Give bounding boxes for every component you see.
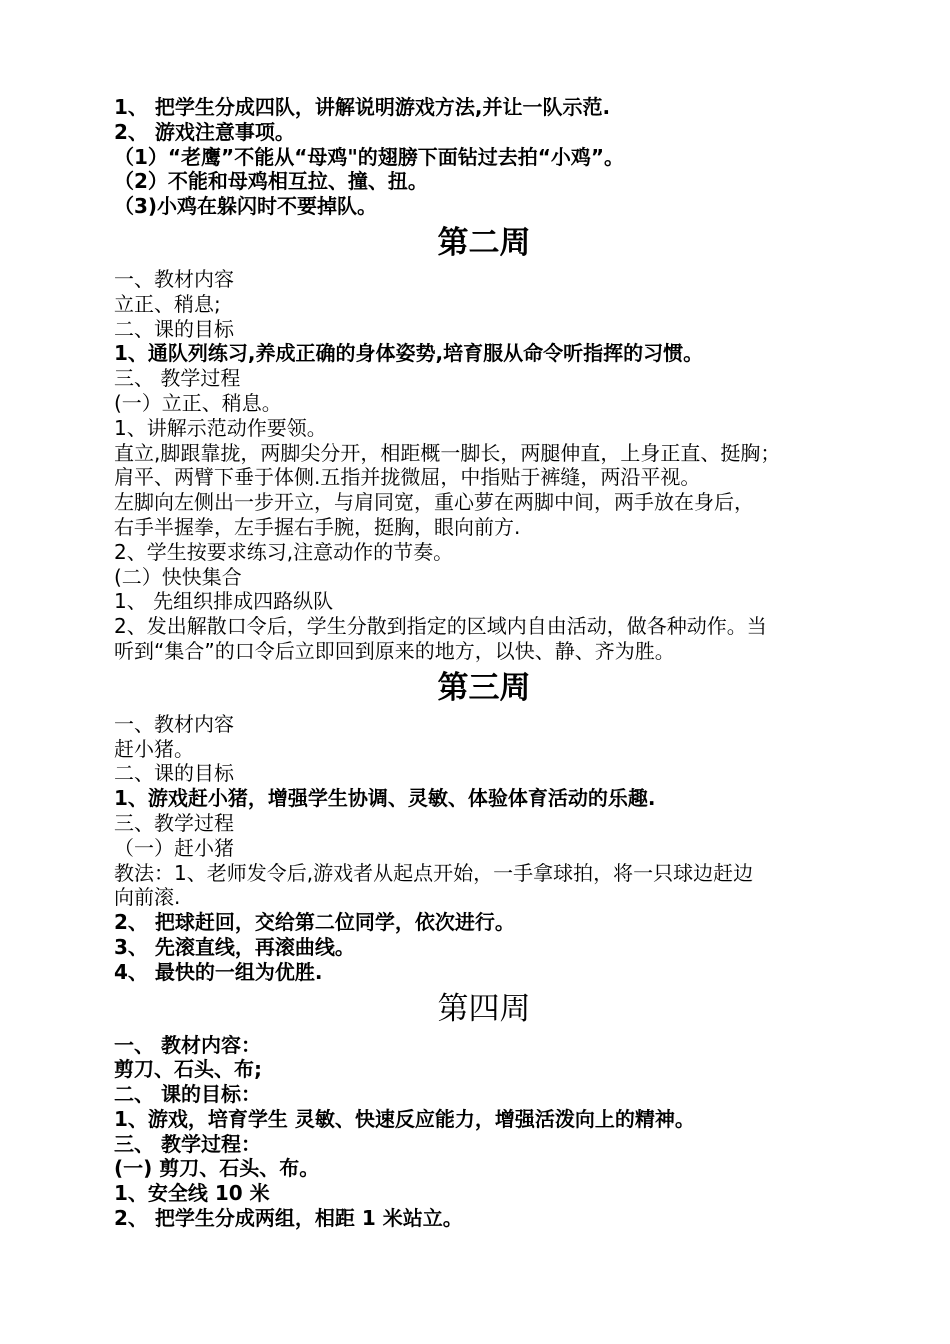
week2-section (114, 219, 854, 664)
week2-line-7: 1、讲解示范动作要领。 (114, 415, 327, 440)
week3-line-7: 教法：1、老师发令后,游戏者从起点开始，一手拿球拍，将一只球边赶边 (114, 860, 754, 885)
week2-line-1: 一、教材内容 (114, 266, 234, 291)
week3-line-5: 三、教学过程 (114, 810, 234, 835)
week3-section (114, 664, 854, 985)
week2-line-4: 1、通队列练习,养成正确的身体姿势,培育服从命令听指挥的习惯。 (114, 341, 704, 366)
intro-section (114, 95, 854, 219)
week4-heading: 第四周 (437, 990, 531, 1027)
week3-line-6: （一）赶小猪 (114, 835, 234, 860)
week4-section (114, 985, 854, 1231)
week2-line-6: (一）立正、稍息。 (114, 390, 282, 415)
week3-line-8: 向前滚. (114, 885, 181, 910)
week2-line-13: (二）快快集合 (114, 564, 242, 589)
week2-line-12: 2、学生按要求练习,注意动作的节奏。 (114, 539, 454, 564)
intro-line-5: （3)小鸡在躲闪时不要掉队。 (114, 194, 378, 219)
week3-line-2: 赶小猪。 (114, 736, 194, 761)
week2-line-3: 二、课的目标 (114, 316, 234, 341)
week2-line-16: 听到“集合”的口令后立即回到原来的地方，以快、静、齐为胜。 (114, 638, 675, 663)
week4-line-3: 二、 课的目标： (114, 1082, 261, 1107)
week4-line-7: 1、安全线 10 米 (114, 1181, 270, 1206)
week3-heading: 第三周 (437, 669, 531, 706)
week4-line-4: 1、游戏，培育学生 灵敏、快速反应能力，增强活泼向上的精神。 (114, 1106, 695, 1131)
week3-line-10: 3、 先滚直线，再滚曲线。 (114, 934, 355, 959)
week4-line-6: (一) 剪刀、石头、布。 (114, 1156, 320, 1181)
week2-line-2: 立正、稍息; (114, 291, 221, 316)
week3-line-3: 二、课的目标 (114, 761, 234, 786)
intro-line-1: 1、 把学生分成四队，讲解说明游戏方法,并让一队示范. (114, 95, 611, 119)
document-page (114, 95, 854, 1231)
week2-line-5: 三、 教学过程 (114, 366, 241, 391)
week2-line-14: 1、 先组织排成四路纵队 (114, 589, 334, 614)
week2-line-11: 右手半握拳，左手握右手腕，挺胸，眼向前方. (114, 514, 521, 539)
intro-line-3: （1）“老鹰”不能从“母鸡"的翅膀下面钻过去拍“小鸡”。 (114, 144, 625, 169)
week2-line-10: 左脚向左侧出一步开立，与肩同宽，重心萝在两脚中间，两手放在身后， (114, 490, 754, 515)
week4-line-1: 一、 教材内容： (114, 1032, 261, 1057)
week3-line-11: 4、 最快的一组为优胜. (114, 959, 323, 984)
week3-line-1: 一、教材内容 (114, 711, 234, 736)
week2-line-15: 2、发出解散口令后，学生分散到指定的区域内自由活动，做各种动作。当 (114, 614, 767, 639)
intro-line-2: 2、 游戏注意事项。 (114, 119, 295, 144)
week2-heading: 第二周 (437, 224, 531, 261)
week3-line-9: 2、 把球赶回，交给第二位同学，依次进行。 (114, 910, 515, 935)
week2-line-8: 直立,脚跟靠拢，两脚尖分开，相距概一脚长，两腿伸直，上身正直、挺胸； (114, 440, 781, 465)
week4-line-2: 剪刀、石头、布; (114, 1057, 262, 1082)
week2-line-9: 肩平、两臂下垂于体侧.五指并拢微屈，中指贴于裤缝，两沿平视。 (114, 465, 701, 490)
week4-line-8: 2、 把学生分成两组，相距 1 米站立。 (114, 1206, 463, 1231)
intro-line-4: （2）不能和母鸡相互拉、撞、扭。 (114, 169, 428, 194)
week4-line-5: 三、 教学过程： (114, 1131, 261, 1156)
week3-line-4: 1、游戏赶小猪，增强学生协调、灵敏、体验体育活动的乐趣. (114, 786, 656, 811)
